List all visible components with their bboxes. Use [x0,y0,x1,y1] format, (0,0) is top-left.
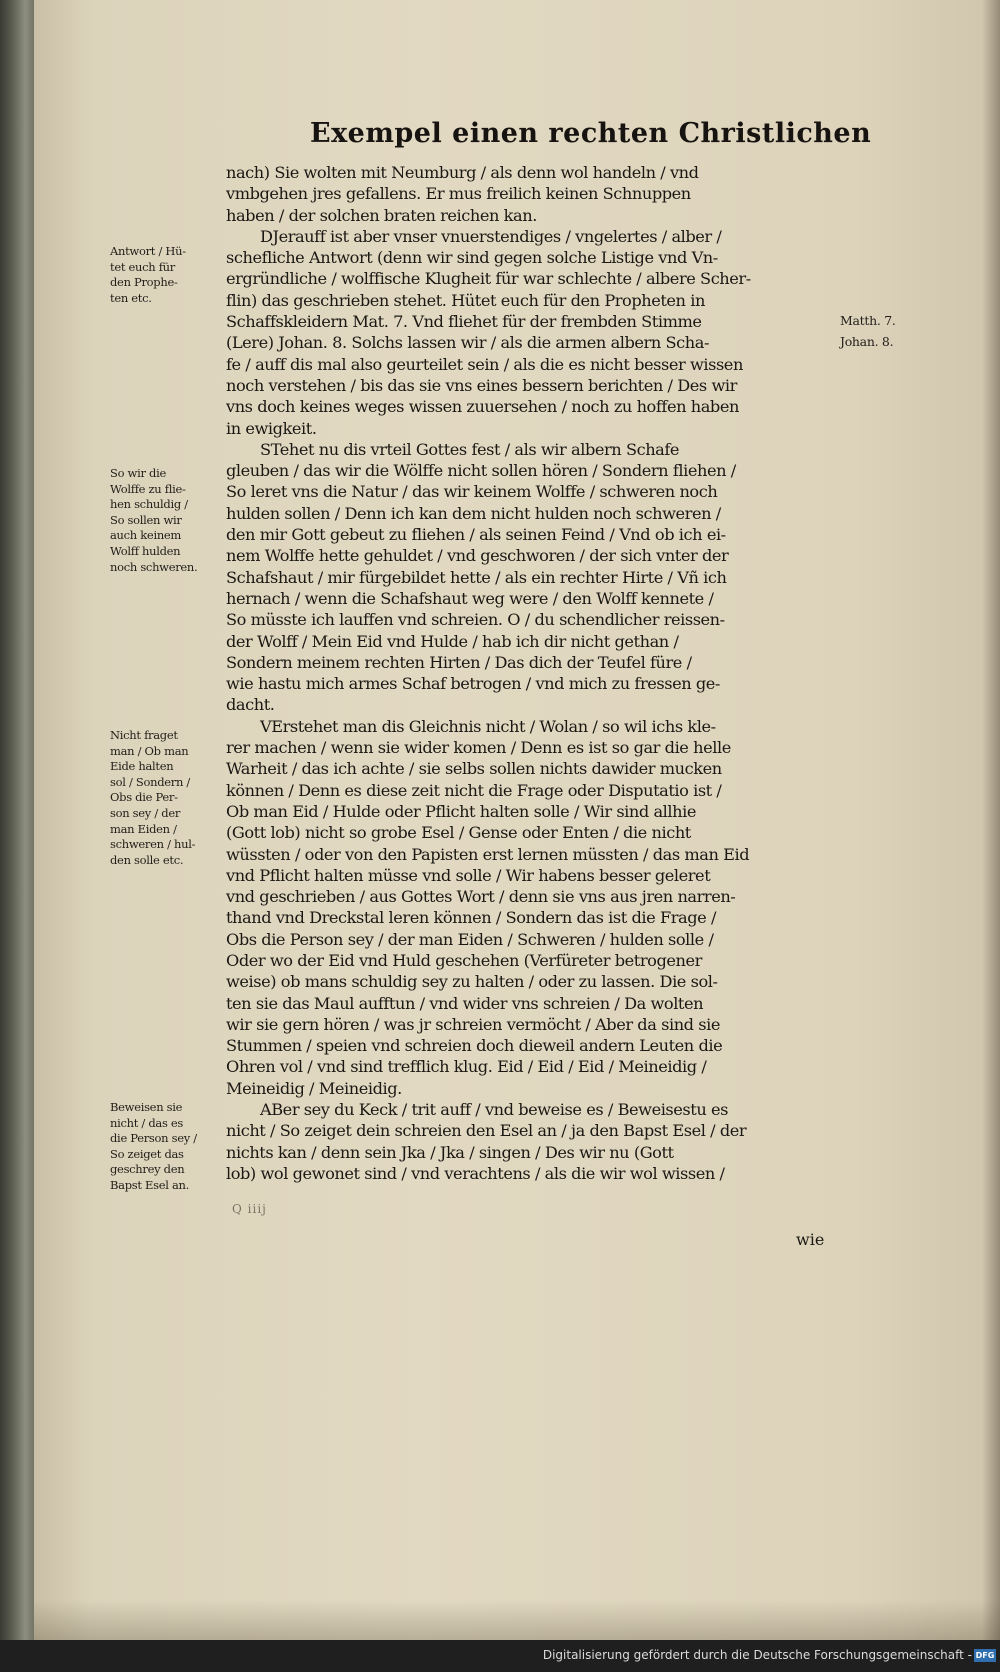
text-line: Ohren vol / vnd sind trefflich klug. Eid / Eid / Eid / Meineidig / [226,1057,707,1077]
margin-note-line: ten etc. [110,290,152,305]
text-line: Ob man Eid / Hulde oder Pflicht halten solle / Wir sind allhie [226,801,696,821]
text-line: nach) Sie wolten mit Neumburg / als denn wol handeln / vnd [226,163,699,182]
text-line: rer machen / wenn sie wider komen / Denn es ist so gar die helle [226,738,731,758]
margin-note-line: son sey / der [110,805,181,820]
margin-note-line: Eide halten [110,759,174,774]
text-line: Warheit / das ich achte / sie selbs sollen nichts dawider mucken [226,759,722,779]
text-line: Meineidig / Meineidig. [226,1078,402,1098]
text-line: (Gott lob) nicht so grobe Esel / Gense oder Enten / die nicht [226,823,691,843]
margin-note-line: So wir die [110,466,166,480]
margin-note-line: noch schweren. [110,559,198,574]
margin-note-line: die Person sey / [110,1131,197,1146]
margin-note-line: Nicht fraget [110,728,178,742]
text-line: ten sie das Maul aufftun / vnd wider vns schreien / Da wolten [226,993,704,1013]
text-line: den mir Gott gebeut zu fliehen / als seinen Feind / Vnd ob ich ei- [226,525,726,545]
page-gutter-shadow [982,0,1000,1640]
footer-credit: Digitalisierung gefördert durch die Deutsche Forschungsgemeinschaft - [542,1648,972,1662]
text-line: vnd Pflicht halten müsse vnd solle / Wir habens besser geleret [226,865,711,885]
margin-note-line: schweren / hul- [110,837,196,852]
text-line: wüssten / oder von den Papisten erst lernen müssten / das man Eid [226,844,750,864]
text-line: (Lere) Johan. 8. Solchs lassen wir / als die armen albern Scha- [226,333,709,353]
main-text-block [226,162,826,1184]
margin-note-line: Obs die Per- [110,790,178,805]
text-line: hulden sollen / Denn ich kan dem nicht hulden noch schweren / [226,503,721,523]
margin-reference-johan: Johan. 8. [840,334,894,349]
text-line: in ewigkeit. [226,418,317,438]
text-line: Schafshaut / mir fürgebildet hette / als ein rechter Hirte / Vñ ich [226,567,727,587]
text-line: der Wolff / Mein Eid vnd Hulde / hab ich dir nicht gethan / [226,631,679,651]
binding-edge [0,0,36,1640]
catchword: wie [796,1230,825,1249]
text-line: nem Wolffe hette gehuldet / vnd geschworen / der sich vnter der [226,546,729,566]
margin-reference-notes [840,310,900,352]
text-line: lob) wol gewonet sind / vnd verachtens / als die wir wol wissen / [226,1163,725,1183]
margin-note-line: sol / Sondern / [110,774,190,789]
text-line: STehet nu dis vrteil Gottes fest / als wir albern Schafe [260,439,680,459]
text-line: thand vnd Dreckstal leren können / Sondern das ist die Frage / [226,908,716,928]
margin-note-oath [110,728,220,868]
text-line: vmbgehen jres gefallens. Er mus freilich keinen Schnuppen [226,184,691,204]
margin-note-line: nicht / das es [110,1115,184,1130]
text-line: VErstehet man dis Gleichnis nicht / Wolan / so wil ichs kle- [260,716,716,736]
margin-note-line: auch keinem [110,528,182,543]
text-line: schefliche Antwort (denn wir sind gegen solche Listige vnd Vn- [226,248,718,268]
margin-note-line: den Prophe- [110,275,178,290]
text-line: können / Denn es diese zeit nicht die Frage oder Disputatio ist / [226,780,722,800]
text-line: nichts kan / denn sein Jka / Jka / singen / Des wir nu (Gott [226,1142,674,1162]
text-line: Obs die Person sey / der man Eiden / Schweren / hulden solle / [226,929,714,949]
margin-note-line: Wolffe zu flie- [110,481,186,496]
dfg-logo: DFG [975,1651,995,1660]
text-line: gleuben / das wir die Wölffe nicht sollen hören / Sondern fliehen / [226,461,736,481]
margin-note-line: Wolff hulden [110,543,181,558]
text-line: vns doch keines weges wissen zuuersehen / noch zu hoffen haben [226,397,739,417]
text-line: hernach / wenn die Schafshaut weg were / den Wolff kennete / [226,588,714,608]
text-line: Sondern meinem rechten Hirten / Das dich der Teufel füre / [226,652,692,672]
margin-note-proof [110,1100,220,1194]
margin-note-line: Beweisen sie [110,1100,183,1114]
text-line: So müsste ich lauffen vnd schreien. O / du schendlicher reissen- [226,610,725,630]
text-line: wie hastu mich armes Schaf betrogen / vnd mich zu fressen ge- [226,674,720,694]
page-bottom-shadow [34,1600,1000,1640]
margin-note-line: man / Ob man [110,743,189,758]
text-line: haben / der solchen braten reichen kan. [226,205,537,225]
text-line: ergründliche / wolffische Klugheit für war schlechte / albere Scher- [226,269,751,289]
text-line: Stummen / speien vnd schreien doch dieweil andern Leuten die [226,1036,723,1056]
text-line: vnd geschrieben / aus Gottes Wort / denn sie vns aus jren narren- [226,887,736,907]
text-line: Oder wo der Eid vnd Huld geschehen (Verfüreter betrogener [226,950,702,970]
text-line: DJerauff ist aber vnser vnuerstendiges / vngelertes / alber / [260,226,722,246]
signature-mark: Q iiij [232,1202,267,1216]
margin-note-line: man Eiden / [110,821,177,836]
margin-note-line: tet euch für [110,259,175,274]
text-line: ABer sey du Keck / trit auff / vnd beweise es / Beweisestu es [260,1100,728,1120]
text-line: flin) das geschrieben stehet. Hütet euch für den Propheten in [226,290,705,310]
margin-note-line: hen schuldig / [110,497,188,512]
text-line: wir sie gern hören / was jr schreien vermöcht / Aber da sind sie [226,1014,720,1034]
margin-note-line: geschrey den [110,1162,185,1177]
margin-reference-matth: Matth. 7. [840,313,896,328]
margin-note-answer [110,244,220,306]
text-line: Schaffskleidern Mat. 7. Vnd fliehet für der frembden Stimme [226,312,702,332]
text-line: weise) ob mans schuldig sey zu halten / oder zu lassen. Die sol- [226,972,718,992]
text-line: fe / auff dis mal also geurteilet sein / als die es nicht besser wissen [226,354,743,374]
margin-note-line: den solle etc. [110,852,184,867]
running-title: Exempel einen rechten Christlichen [310,118,872,149]
text-line: nicht / So zeiget dein schreien den Esel an / ja den Bapst Esel / der [226,1121,747,1141]
margin-note-line: Antwort / Hü- [110,244,186,258]
margin-note-line: Bapst Esel an. [110,1177,190,1192]
text-line: dacht. [226,695,275,715]
margin-note-line: So zeiget das [110,1146,184,1161]
margin-note-line: So sollen wir [110,512,182,527]
text-line: noch verstehen / bis das sie vns eines bessern berichten / Des wir [226,375,737,395]
footer-bar [0,1640,1000,1672]
margin-note-wolves [110,466,220,575]
text-line: So leret vns die Natur / das wir keinem Wolffe / schweren noch [226,482,718,502]
